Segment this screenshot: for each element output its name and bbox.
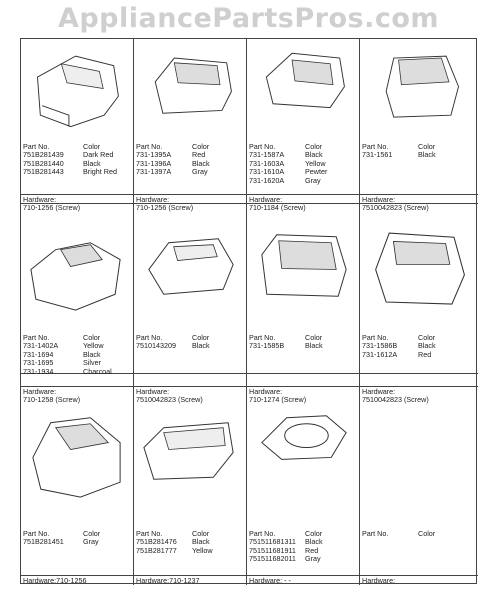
hardware-value: Hardware:710-1256 <box>23 576 87 585</box>
hardware-value: Hardware:710-1237 <box>136 576 200 585</box>
hardware-value: 7510042823 (Screw) <box>362 203 429 212</box>
part-cell <box>247 374 360 585</box>
part-cell <box>21 374 134 585</box>
part-colors: Color Gray <box>83 529 101 547</box>
part-cell <box>360 204 478 404</box>
part-numbers: Part No. 751B281439 751B281440 751B281443 <box>23 142 64 177</box>
part-numbers: Part No. 751B281476 751B281777 <box>136 529 177 555</box>
part-cell <box>134 374 247 585</box>
part-colors: Color Yellow Black Silver Charcoal <box>83 333 112 376</box>
housing-icon <box>21 39 133 139</box>
part-colors: Color Red Black Gray <box>192 142 210 177</box>
part-colors: Color Black <box>305 333 323 351</box>
part-numbers: Part No. 731-1587A 731-1603A 731-1610A 731-1620A <box>249 142 285 185</box>
part-numbers: Part No. 7510143209 <box>136 333 176 351</box>
housing-icon <box>21 374 133 526</box>
housing-icon <box>134 39 246 139</box>
part-cell <box>134 39 247 212</box>
housing-icon <box>360 204 478 330</box>
hardware-label: Hardware: <box>136 195 170 204</box>
hardware-value: 710-1184 (Screw) <box>249 203 306 212</box>
hardware-label: Hardware: <box>249 195 283 204</box>
part-numbers: Part No. 731-1586B 731-1612A <box>362 333 398 359</box>
hardware-value: 7510042823 (Screw) <box>136 395 203 404</box>
part-colors: Color Black Red <box>418 333 436 359</box>
part-numbers: Part No. 731-1402A 731-1694 731-1695 731-1934 <box>23 333 59 376</box>
hardware-value: 710-1256 (Screw) <box>136 203 194 212</box>
part-numbers: Part No. <box>362 529 389 538</box>
part-numbers: Part No. 731-1561 <box>362 142 393 160</box>
part-colors: Color <box>418 529 436 538</box>
housing-icon <box>247 374 359 526</box>
parts-grid <box>20 38 477 584</box>
housing-icon <box>247 39 359 139</box>
hardware-value: 7510042823 (Screw) <box>362 395 429 404</box>
hardware-value: Hardware: <box>362 576 396 585</box>
hardware-value: 710-1274 (Screw) <box>249 395 307 404</box>
part-colors: Color Black Red Gray <box>305 529 323 564</box>
part-cell <box>360 39 478 212</box>
part-colors: Color Black Yellow Pewter Gray <box>305 142 328 185</box>
part-cell <box>247 204 360 404</box>
part-cell <box>134 204 247 404</box>
housing-icon <box>21 204 133 330</box>
hardware-label: Hardware: <box>136 387 170 396</box>
part-numbers: Part No. 751511681311 751511681911 751511682011 <box>249 529 296 564</box>
part-colors: Color Dark Red Black Bright Red <box>83 142 117 177</box>
hardware-label: Hardware: <box>23 387 57 396</box>
watermark: AppliancePartsPros.com <box>57 3 440 34</box>
part-colors: Color Black <box>418 142 436 160</box>
hardware-label: Hardware: <box>23 195 57 204</box>
hardware-value: 710-1258 (Screw) <box>23 395 81 404</box>
part-numbers: Part No. 751B281451 <box>23 529 64 547</box>
part-numbers: Part No. 731-1395A 731-1396A 731-1397A <box>136 142 172 177</box>
hardware-label: Hardware: <box>362 387 396 396</box>
part-cell <box>21 204 134 404</box>
part-cell <box>247 39 360 212</box>
part-colors: Color Black <box>192 333 210 351</box>
part-cell <box>21 39 134 212</box>
hardware-value: Hardware: - - <box>249 576 291 585</box>
hardware-label: Hardware: <box>249 387 283 396</box>
housing-icon <box>134 374 246 526</box>
hardware-label: Hardware: <box>362 195 396 204</box>
hardware-value: 710-1256 (Screw) <box>23 203 81 212</box>
housing-icon <box>247 204 359 330</box>
housing-icon <box>134 204 246 330</box>
part-cell <box>360 374 478 585</box>
housing-icon <box>360 39 478 139</box>
part-numbers: Part No. 731-1585B <box>249 333 285 351</box>
part-colors: Color Black Yellow <box>192 529 213 555</box>
